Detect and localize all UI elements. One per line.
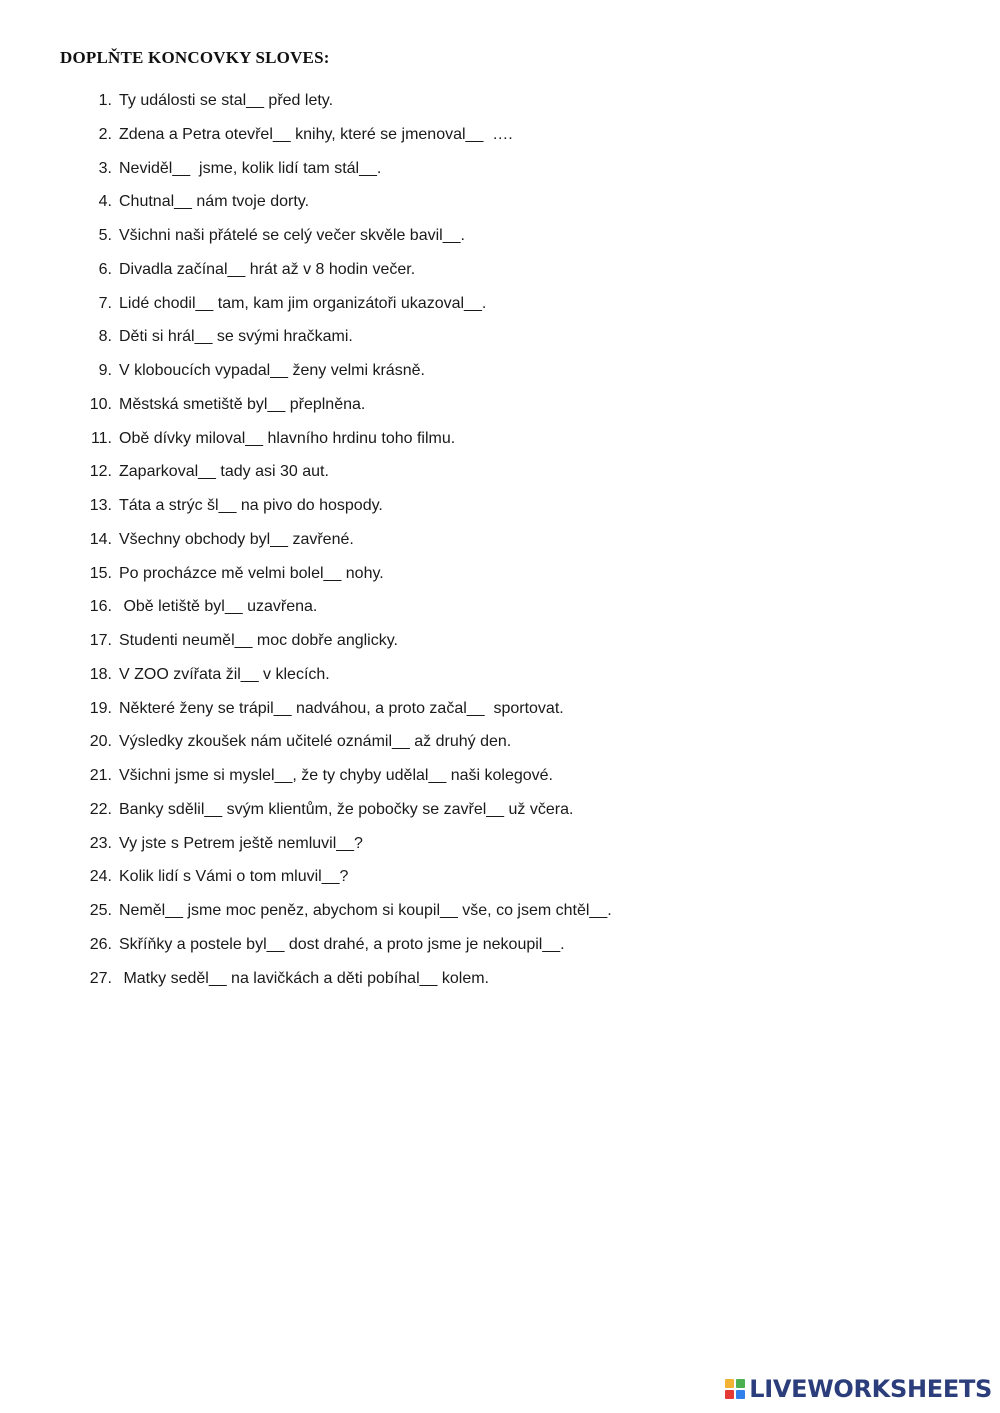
exercise-item [0, 967, 1000, 1001]
exercise-sentence: Výsledky zkoušek nám učitelé oznámil__ až druhý den. [119, 733, 512, 751]
exercise-sentence: Obě dívky miloval__ hlavního hrdinu toho filmu. [119, 429, 456, 447]
exercise-number: 12. [89, 463, 112, 481]
exercise-item [0, 460, 1000, 494]
exercise-sentence: V kloboucích vypadal__ ženy velmi krásně. [119, 362, 425, 379]
exercise-sentence: Ty události se stal__ před lety. [119, 92, 334, 109]
exercise-item [0, 764, 1000, 798]
exercise-sentence: Lidé chodil__ tam, kam jim organizátoři ukazoval__. [119, 294, 487, 312]
exercise-item [0, 697, 1000, 731]
exercise-item [0, 832, 1000, 866]
exercise-sentence: Studenti neuměl__ moc dobře anglicky. [119, 632, 398, 649]
exercise-number: 6. [98, 260, 112, 278]
exercise-sentence: Táta a strýc šl__ na pivo do hospody. [119, 497, 383, 514]
exercise-item [0, 899, 1000, 933]
exercise-list [0, 89, 1000, 1000]
exercise-item [0, 292, 1000, 326]
logo-square-1 [725, 1379, 734, 1388]
exercise-number: 20. [89, 733, 112, 751]
brand-name: LIVEWORKSHEETS [749, 1375, 992, 1403]
exercise-item [0, 663, 1000, 697]
exercise-number: 17. [89, 632, 112, 649]
exercise-sentence: Divadla začínal__ hrát až v 8 hodin večer. [119, 260, 416, 278]
exercise-number: 10. [89, 395, 112, 413]
exercise-item [0, 595, 1000, 629]
exercise-sentence: Některé ženy se trápil__ nadváhou, a proto začal__ sportovat. [119, 699, 564, 717]
exercise-item [0, 258, 1000, 292]
exercise-number: 14. [89, 530, 112, 548]
exercise-number: 11. [90, 429, 112, 447]
exercise-sentence: Neviděl__ jsme, kolik lidí tam stál__. [119, 159, 382, 177]
exercise-sentence: Skříňky a postele byl__ dost drahé, a proto jsme je nekoupil__. [119, 935, 565, 953]
exercise-item [0, 865, 1000, 899]
exercise-item [0, 494, 1000, 528]
exercise-item [0, 562, 1000, 596]
exercise-item [0, 325, 1000, 359]
exercise-number: 18. [89, 665, 112, 683]
exercise-item [0, 157, 1000, 191]
exercise-item [0, 730, 1000, 764]
exercise-number: 25. [89, 902, 112, 919]
exercise-sentence: Všichni naši přátelé se celý večer skvěle bavil__. [119, 227, 465, 244]
exercise-number: 7. [98, 294, 112, 312]
logo-square-2 [736, 1379, 745, 1388]
exercise-sentence: Banky sdělil__ svým klientům, že pobočky se zavřel__ už včera. [119, 800, 574, 818]
exercise-number: 15. [89, 564, 112, 582]
logo-square-3 [725, 1390, 734, 1399]
exercise-number: 24. [89, 868, 112, 886]
exercise-item [0, 190, 1000, 224]
exercise-number: 21. [89, 767, 112, 784]
exercise-number: 26. [89, 935, 112, 953]
exercise-number: 19. [89, 699, 112, 717]
exercise-sentence: Chutnal__ nám tvoje dorty. [119, 193, 310, 211]
exercise-item [0, 89, 1000, 123]
exercise-sentence: Všechny obchody byl__ zavřené. [119, 530, 354, 548]
exercise-item [0, 528, 1000, 562]
exercise-number: 23. [89, 834, 112, 852]
worksheet-title: DOPLŇTE KONCOVKY SLOVES: [60, 48, 330, 67]
exercise-number: 8. [98, 328, 112, 346]
exercise-sentence: Obě letiště byl__ uzavřena. [119, 598, 318, 616]
exercise-sentence: V ZOO zvířata žil__ v klecích. [119, 665, 330, 683]
exercise-sentence: Děti si hrál__ se svými hračkami. [119, 328, 353, 346]
exercise-number: 13. [89, 497, 112, 514]
exercise-item [0, 123, 1000, 157]
exercise-number: 2. [98, 125, 112, 143]
exercise-item [0, 798, 1000, 832]
exercise-number: 16. [89, 598, 112, 616]
exercise-sentence: Vy jste s Petrem ještě nemluvil__? [119, 834, 363, 852]
exercise-number: 5. [98, 227, 112, 244]
liveworksheets-logo [725, 1375, 992, 1403]
exercise-sentence: Všichni jsme si myslel__, že ty chyby udělal__ naši kolegové. [119, 767, 553, 784]
exercise-number: 27. [89, 969, 112, 987]
exercise-sentence: Po procházce mě velmi bolel__ nohy. [119, 564, 384, 582]
exercise-sentence: Městská smetiště byl__ přeplněna. [119, 395, 366, 413]
exercise-item [0, 427, 1000, 461]
exercise-sentence: Zaparkoval__ tady asi 30 aut. [119, 463, 329, 481]
exercise-sentence: Matky seděl__ na lavičkách a děti pobíhal__ kolem. [119, 969, 489, 987]
exercise-item [0, 393, 1000, 427]
exercise-item [0, 933, 1000, 967]
exercise-number: 4. [98, 193, 112, 211]
exercise-item [0, 359, 1000, 393]
liveworksheets-logo-icon [725, 1379, 745, 1399]
logo-square-4 [736, 1390, 745, 1399]
exercise-sentence: Kolik lidí s Vámi o tom mluvil__? [119, 868, 349, 886]
exercise-sentence: Neměl__ jsme moc peněz, abychom si koupil__ vše, co jsem chtěl__. [119, 902, 612, 919]
exercise-item [0, 224, 1000, 258]
exercise-number: 3. [98, 159, 112, 177]
exercise-sentence: Zdena a Petra otevřel__ knihy, které se jmenoval__ …. [119, 125, 513, 143]
exercise-number: 22. [89, 800, 112, 818]
exercise-number: 1. [98, 92, 112, 109]
exercise-number: 9. [98, 362, 112, 379]
exercise-item [0, 629, 1000, 663]
